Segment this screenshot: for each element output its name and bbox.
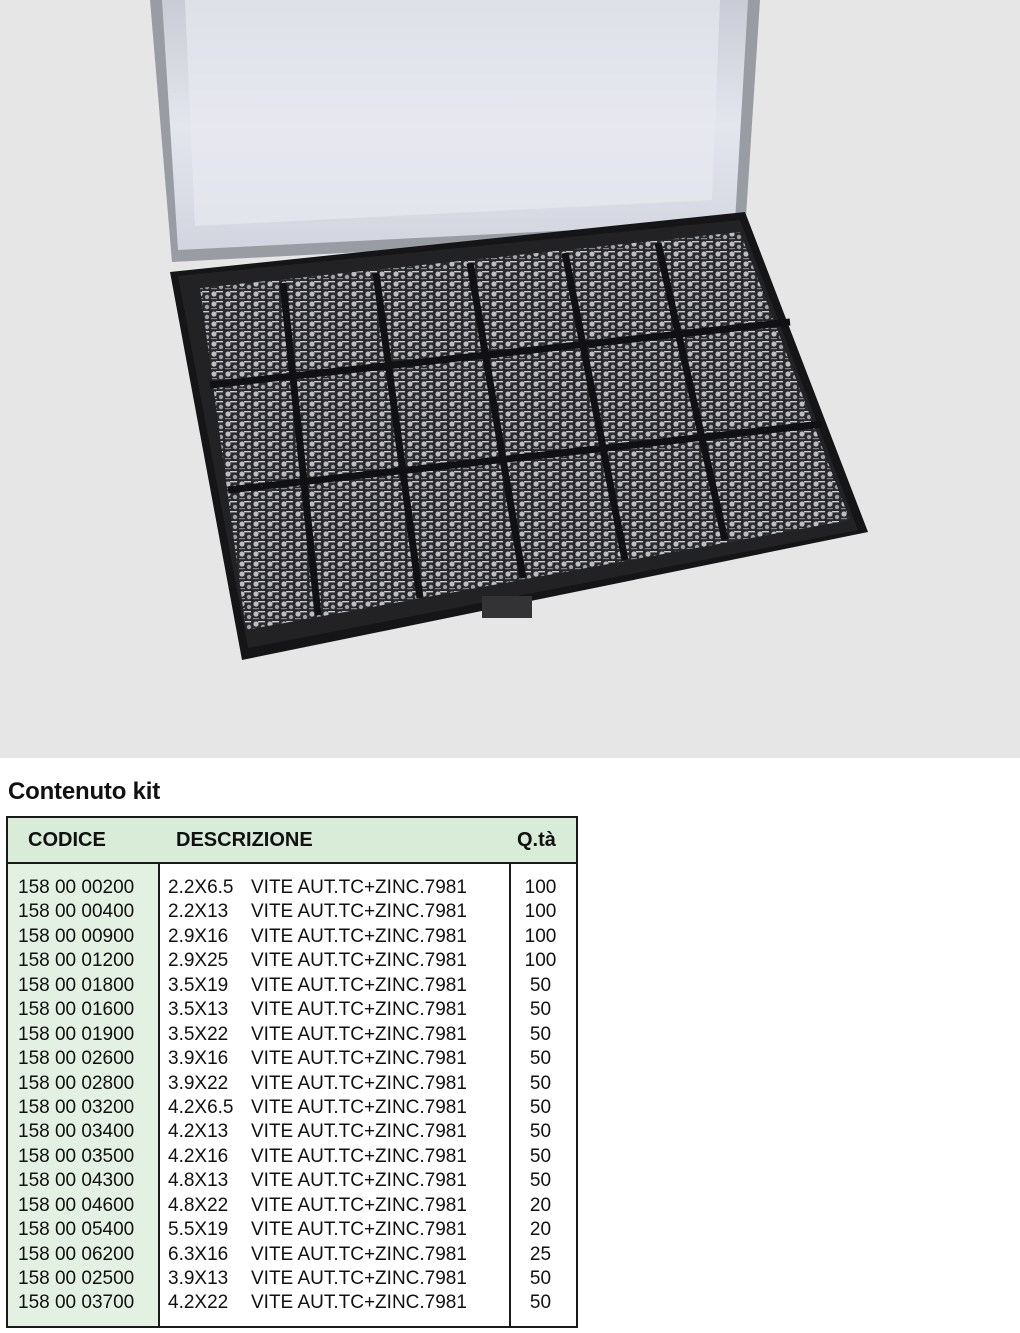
item-quantity: 50 [529,1170,552,1192]
table-row [8,1291,576,1315]
table-row [8,1096,576,1120]
item-code: 158 00 01600 [18,999,135,1021]
item-code: 158 00 02600 [18,1048,135,1070]
item-size: 2.2X13 [168,901,229,923]
column-header-description: DESCRIZIONE [176,829,313,851]
item-size: 4.8X22 [168,1194,229,1216]
table-row [8,998,576,1022]
item-description: VITE AUT.TC+ZINC.7981 [251,950,467,972]
item-quantity: 50 [529,1268,552,1289]
table-header [8,818,576,864]
item-description: VITE AUT.TC+ZINC.7981 [251,1219,467,1241]
table-row [8,1120,576,1144]
item-description: VITE AUT.TC+ZINC.7981 [251,1268,467,1289]
item-code: 158 00 03400 [18,1121,135,1143]
item-size: 6.3X16 [168,1243,229,1265]
item-description: VITE AUT.TC+ZINC.7981 [251,974,467,996]
item-code: 158 00 06200 [18,1243,135,1265]
item-code: 158 00 01800 [18,974,135,996]
item-code: 158 00 04300 [18,1170,135,1192]
item-code: 158 00 05400 [18,1219,135,1241]
table-row [8,949,576,973]
item-quantity: 50 [529,1023,552,1045]
item-description: VITE AUT.TC+ZINC.7981 [251,1145,467,1167]
item-description: VITE AUT.TC+ZINC.7981 [251,1096,467,1118]
table-row [8,1047,576,1071]
table-row [8,1169,576,1193]
item-description: VITE AUT.TC+ZINC.7981 [251,999,467,1021]
item-description: VITE AUT.TC+ZINC.7981 [251,1292,467,1314]
item-size: 4.2X13 [168,1121,229,1143]
item-code: 158 00 02800 [18,1072,135,1094]
table-row [8,1145,576,1169]
item-quantity: 50 [529,974,552,996]
item-description: VITE AUT.TC+ZINC.7981 [251,1170,467,1192]
item-size: 3.9X13 [168,1268,229,1289]
item-code: 158 00 03700 [18,1292,135,1314]
item-size: 4.8X13 [168,1170,229,1192]
item-code: 158 00 00400 [18,901,135,923]
kit-contents-table [6,816,578,1328]
item-description: VITE AUT.TC+ZINC.7981 [251,901,467,923]
table-row [8,1194,576,1218]
table-row [8,925,576,949]
item-code: 158 00 04600 [18,1194,135,1216]
item-description: VITE AUT.TC+ZINC.7981 [251,1243,467,1265]
item-description: VITE AUT.TC+ZINC.7981 [251,1194,467,1216]
table-row [8,1243,576,1267]
item-description: VITE AUT.TC+ZINC.7981 [251,925,467,947]
item-quantity: 50 [529,1145,552,1167]
item-description: VITE AUT.TC+ZINC.7981 [251,1023,467,1045]
item-size: 4.2X6.5 [168,1096,234,1118]
item-code: 158 00 02500 [18,1268,135,1289]
table-body [8,876,576,1316]
table-row [8,1267,576,1291]
column-header-code: CODICE [28,829,106,851]
item-quantity: 25 [529,1243,552,1265]
item-quantity: 50 [529,1096,552,1118]
item-size: 2.9X16 [168,925,229,947]
item-size: 3.9X16 [168,1048,229,1070]
item-quantity: 100 [524,901,557,923]
item-quantity: 100 [524,925,557,947]
column-header-quantity: Q.tà [517,829,556,851]
item-code: 158 00 03200 [18,1096,135,1118]
item-code: 158 00 01200 [18,950,135,972]
item-quantity: 50 [529,1292,552,1314]
item-size: 3.5X22 [168,1023,229,1045]
table-row [8,1072,576,1096]
item-size: 3.9X22 [168,1072,229,1094]
item-size: 2.9X25 [168,950,229,972]
item-quantity: 50 [529,1121,552,1143]
item-quantity: 100 [524,950,557,972]
table-row [8,974,576,998]
item-code: 158 00 00200 [18,877,135,898]
item-size: 4.2X16 [168,1145,229,1167]
item-quantity: 100 [524,877,557,898]
item-description: VITE AUT.TC+ZINC.7981 [251,877,467,898]
table-row [8,876,576,900]
item-size: 4.2X22 [168,1292,229,1314]
item-quantity: 50 [529,999,552,1021]
item-size: 3.5X19 [168,974,229,996]
item-size: 3.5X13 [168,999,229,1021]
item-size: 2.2X6.5 [168,877,234,898]
item-quantity: 20 [529,1194,552,1216]
item-description: VITE AUT.TC+ZINC.7981 [251,1072,467,1094]
item-code: 158 00 03500 [18,1145,135,1167]
section-title: Contenuto kit [8,778,161,805]
table-row [8,1023,576,1047]
table-row [8,1218,576,1242]
item-description: VITE AUT.TC+ZINC.7981 [251,1048,467,1070]
compartments [200,232,850,630]
item-code: 158 00 00900 [18,925,135,947]
item-size: 5.5X19 [168,1219,229,1241]
item-description: VITE AUT.TC+ZINC.7981 [251,1121,467,1143]
item-code: 158 00 01900 [18,1023,135,1045]
item-quantity: 50 [529,1048,552,1070]
table-row [8,900,576,924]
item-quantity: 50 [529,1072,552,1094]
item-quantity: 20 [529,1219,552,1241]
